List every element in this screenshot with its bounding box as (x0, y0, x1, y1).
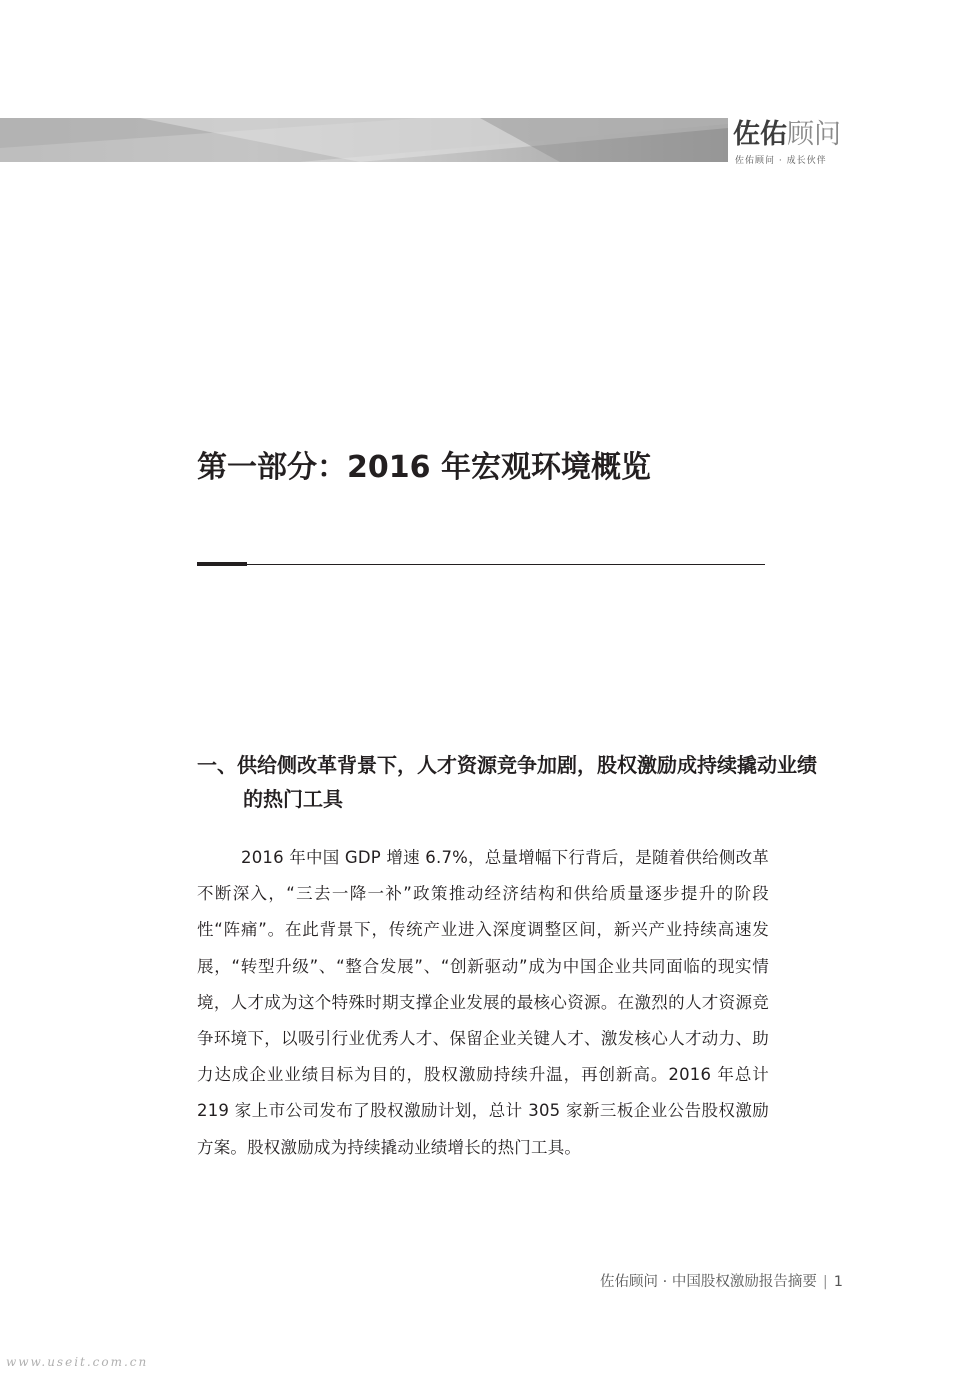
logo-title (733, 120, 841, 150)
section-heading: 一、供给侧改革背景下，人才资源竞争加剧，股权激励成持续撬动业绩的热门工具 (197, 753, 817, 811)
header-band (0, 118, 728, 162)
watermark: www.useit.com.cn (6, 1355, 149, 1369)
brand-logo (733, 120, 853, 168)
body-paragraph: 2016 年中国 GDP 增速 6.7%，总量增幅下行背后，是随着供给侧改革不断深入，“三去一降一补”政策推动经济结构和供给质量逐步提升的阶段性“阵痛”。在此背景下，传统产业进入深度调整区间，新兴产业持续高速发展，“转型升级”、“整合发展”、“创新驱动”成为中国企业共同面临的现实情境，人才成为这个特殊时期支撑企业发展的最核心资源。在激烈的人才资源竞争环境下，以吸引行业优秀人才、保留企业关键人才、激发核心人才动力、助力达成企业业绩目标为目的，股权激励持续升温，再创新高。2016 年总计 219 家上市公司发布了股权激励计划，总计 305 家新三板企业公告股权激励方案。股权激励成为持续撬动业绩增长的热门工具。 (197, 848, 769, 1157)
title-divider (197, 564, 765, 565)
footer-separator: | (822, 1274, 828, 1290)
page-footer (520, 1270, 843, 1294)
logo-title-light: 顾问 (787, 119, 841, 150)
header-band-graphic (0, 118, 728, 162)
logo-subtitle: 佐佑顾问 · 成长伙伴 (735, 156, 827, 166)
logo-title-bold: 佐佑 (733, 119, 787, 150)
part-title: 第一部分：2016 年宏观环境概览 (197, 450, 651, 485)
page-number: 1 (833, 1274, 843, 1290)
footer-text: 佐佑顾问 · 中国股权激励报告摘要 (600, 1274, 817, 1290)
title-divider-accent (197, 562, 247, 566)
